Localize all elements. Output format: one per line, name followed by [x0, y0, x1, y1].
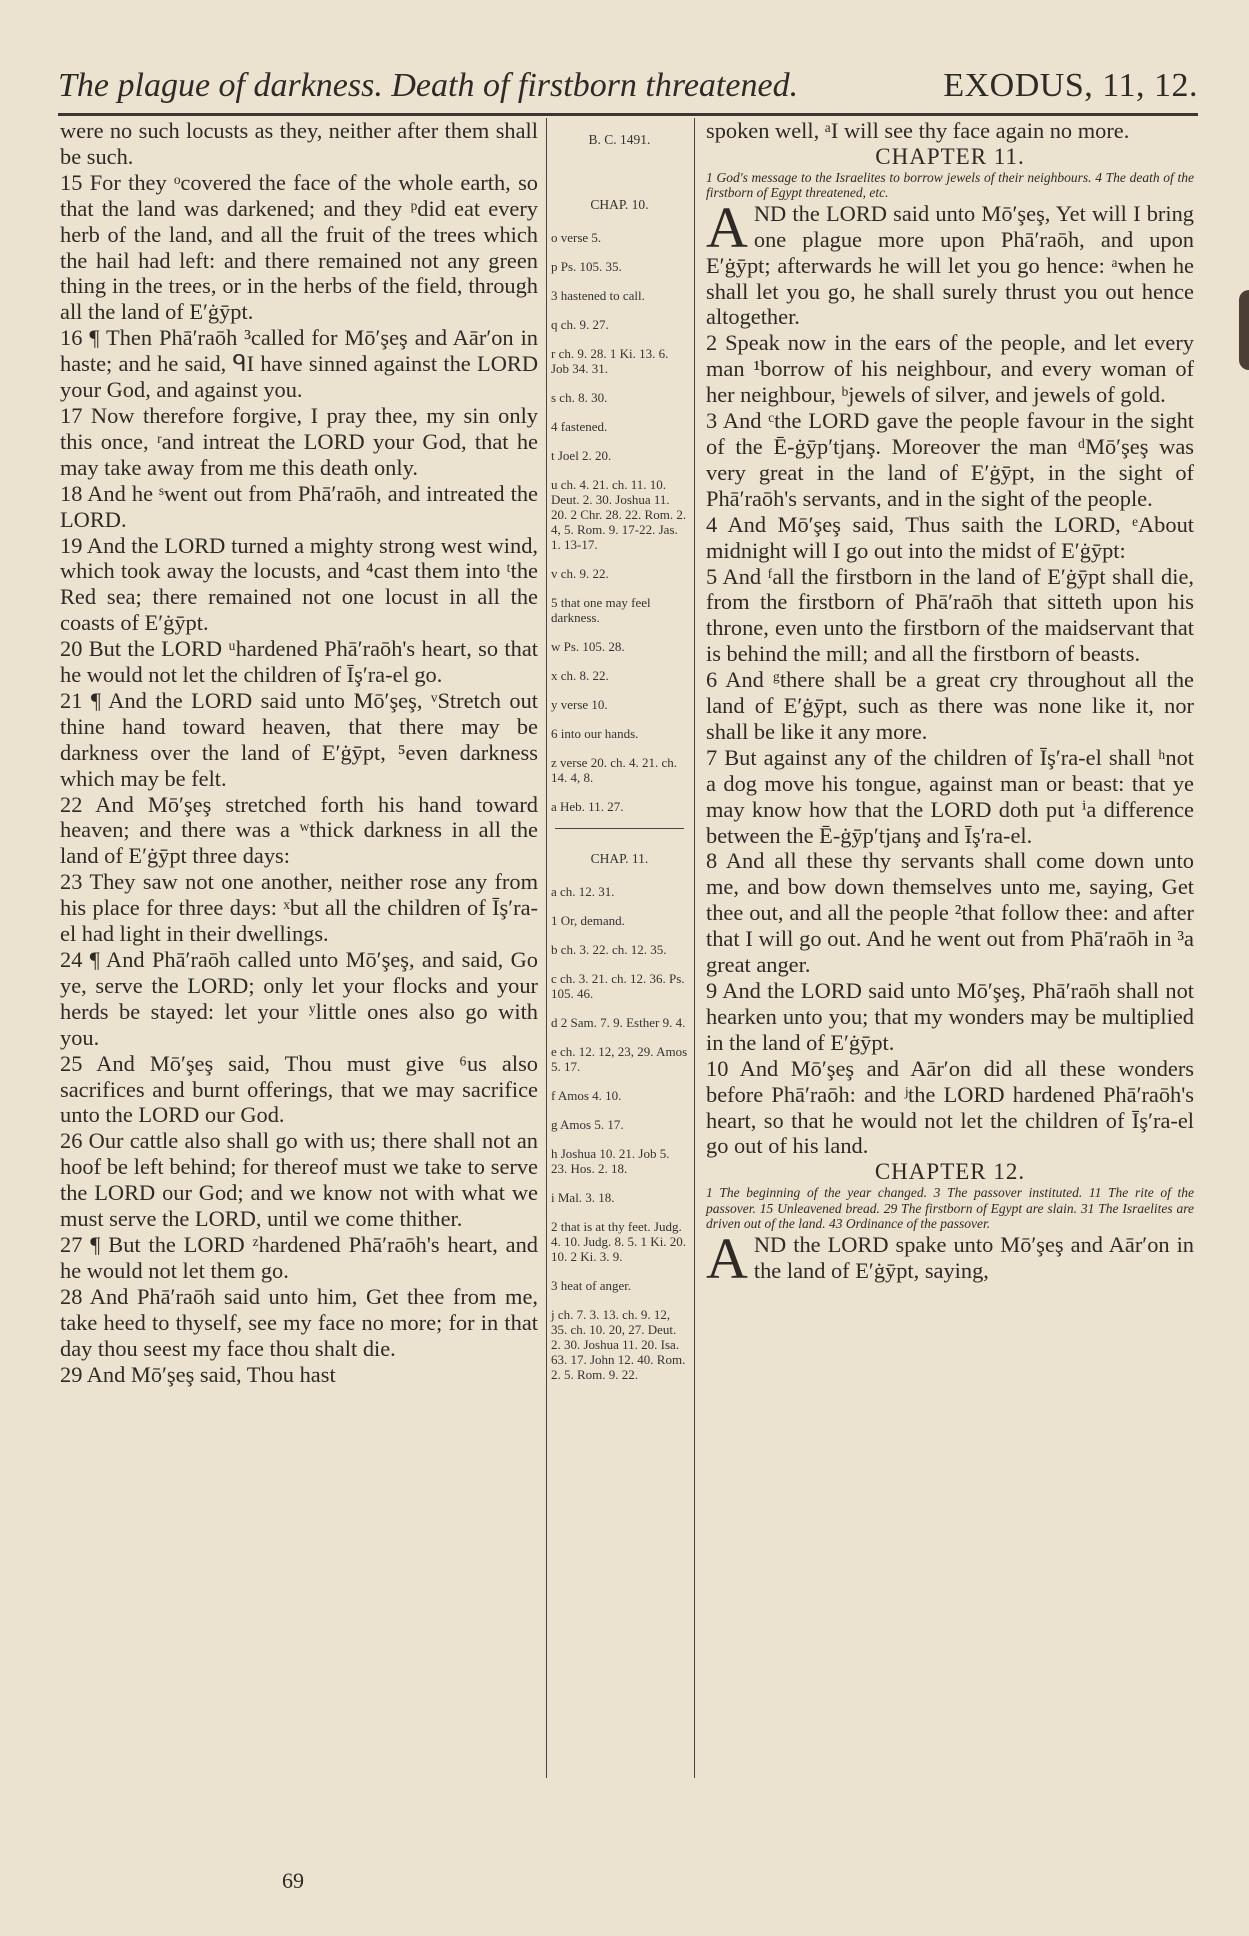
margin-note: t Joel 2. 20.: [551, 448, 612, 463]
first-verse-text: ND the LORD spake unto Mō′şeş and Aār′on in the land of E′ġȳpt, saying,: [753, 1231, 1194, 1283]
margin-note: i Mal. 3. 18.: [551, 1190, 615, 1205]
verse-paragraph: 24 ¶ And Phā′raōh called unto Mō′şeş, and said, Go ye, serve the LORD; only let your flocks and your herds be stayed: let your ʸlittle ones also go with you.: [60, 947, 538, 1050]
verse-paragraph: 22 And Mō′şeş stretched forth his hand toward heaven; and there was a ʷthick darkness in all the land of E′ġȳpt three days:: [60, 791, 538, 869]
margin-note: u ch. 4. 21. ch. 11. 10. Deut. 2. 30. Joshua 11. 20. 2 Chr. 28. 22. Rom. 2. 4, 5. Rom. 9. 17-22. Jas. 1. 13-17.: [551, 477, 687, 552]
verse-paragraph: 2 Speak now in the ears of the people, and let every man ¹borrow of his neighbour, and every woman of her neighbour, ᵇjewels of silver, and jewels of gold.: [706, 330, 1194, 408]
margin-note: j ch. 7. 3. 13. ch. 9. 12, 35. ch. 10. 20, 27. Deut. 2. 30. Joshua 11. 20. Isa. 63. 17. John 12. 40. Rom. 2. 5. Rom. 9. 22.: [551, 1307, 686, 1382]
verse-paragraph: 4 And Mō′şeş said, Thus saith the LORD, ᵉAbout midnight will I go out into the midst of E′ġȳpt:: [706, 511, 1194, 563]
margin-note: 2 that is at thy feet. Judg. 4. 10. Judg. 8. 5. 1 Ki. 20. 10. 2 Ki. 3. 9.: [551, 1219, 687, 1264]
header-title: The plague of darkness. Death of firstborn threatened.: [58, 67, 799, 104]
verse-paragraph: 28 And Phā′raōh said unto him, Get thee from me, take heed to thyself, see my face no more; for in that day thou seest my face thou shalt die.: [60, 1283, 538, 1361]
margin-note: a Heb. 11. 27.: [551, 799, 624, 814]
margin-divider: [555, 828, 684, 829]
margin-note: d 2 Sam. 7. 9. Esther 9. 4.: [551, 1015, 686, 1030]
verse-paragraph: 15 For they ᵒcovered the face of the whole earth, so that the land was darkened; and they ᵖdid eat every herb of the land, and all the fruit of the trees which the hail had left: and there remained not any green thing in the trees, or in the herbs of the field, through all the land of E′ġȳpt.: [60, 169, 538, 325]
center-reference-column: [551, 118, 688, 1798]
column-divider-right: [694, 118, 695, 1778]
margin-note: 4 fastened.: [551, 419, 608, 434]
margin-note: 3 heat of anger.: [551, 1278, 632, 1293]
left-text-column: [60, 118, 538, 1798]
column-divider-left: [546, 118, 547, 1778]
margin-note: c ch. 3. 21. ch. 12. 36. Ps. 105. 46.: [551, 971, 685, 1001]
verse-paragraph: 29 And Mō′şeş said, Thou hast: [60, 1361, 336, 1387]
header-book-reference: EXODUS, 11, 12.: [943, 67, 1198, 104]
chapter-reference-label: CHAP. 10.: [590, 197, 649, 212]
page-number: 69: [282, 1868, 304, 1893]
verse-paragraph: 5 And ᶠall the firstborn in the land of E′ġȳpt shall die, from the firstborn of Phā′raōh that sitteth upon his throne, even unto the firstborn of the maidservant that is behind the mill; and all the firstborn of beasts.: [706, 563, 1194, 667]
margin-note: h Joshua 10. 21. Job 5. 23. Hos. 2. 18.: [551, 1146, 670, 1176]
margin-note: o verse 5.: [551, 230, 602, 245]
verse-paragraph: 6 And ᵍthere shall be a great cry throughout all the land of E′ġȳpt, such as there was none like it, nor shall be like it any more.: [706, 667, 1194, 744]
margin-note: p Ps. 105. 35.: [551, 259, 622, 274]
margin-note: b ch. 3. 22. ch. 12. 35.: [551, 942, 667, 957]
binding-edge: [1239, 290, 1249, 370]
verse-paragraph: 27 ¶ But the LORD ᶻhardened Phā′raōh's heart, and he would not let them go.: [60, 1231, 538, 1283]
chapter-heading: CHAPTER 12.: [874, 1159, 1026, 1185]
margin-note: r ch. 9. 28. 1 Ki. 13. 6. Job 34. 31.: [551, 346, 669, 376]
margin-note: 5 that one may feel darkness.: [551, 595, 651, 625]
margin-note: z verse 20. ch. 4. 21. ch. 14. 4, 8.: [551, 755, 677, 785]
verse-paragraph: 26 Our cattle also shall go with us; there shall not an hoof be left behind; for thereof must we take to serve the LORD our God; and we know not with what we must serve the LORD, until we come thither.: [60, 1128, 538, 1232]
verse-paragraph: 19 And the LORD turned a mighty strong west wind, which took away the locusts, and ⁴cast them into ᵗthe Red sea; there remained not one locust in all the coasts of E′ġȳpt.: [60, 532, 538, 636]
margin-note: a ch. 12. 31.: [551, 884, 615, 899]
chapter-summary: 1 The beginning of the year changed. 3 The passover instituted. 11 The rite of the passover. 15 Unleavened bread. 29 The firstborn of Egypt are slain. 31 The Israelites are driven out of the land. 43 Ordinance of the passover.: [706, 1185, 1194, 1232]
verse-paragraph: 9 And the LORD said unto Mō′şeş, Phā′raōh shall not hearken unto you; that my wonders may be multiplied in the land of E′ġȳpt.: [706, 978, 1194, 1055]
verse-paragraph: 20 But the LORD ᵘhardened Phā′raōh's heart, so that he would not let the children of Īş′ra-el go.: [60, 636, 538, 688]
chapter-summary: 1 God's message to the Israelites to borrow jewels of their neighbours. 4 The death of the firstborn of Egypt threatened, etc.: [706, 169, 1194, 201]
margin-note: 1 Or, demand.: [551, 913, 625, 928]
chapter-first-verse: [706, 194, 1194, 331]
margin-note: q ch. 9. 27.: [551, 317, 609, 332]
margin-note: 6 into our hands.: [551, 726, 639, 741]
verse-paragraph: 7 But against any of the children of Īş′ra-el shall ʰnot a dog move his tongue, against man or beast: that ye may know how that the LORD doth put ⁱa difference between the Ē-ġȳp′tjanş and Īş′ra-el.: [706, 744, 1194, 848]
verse-paragraph: were no such locusts as they, neither after them shall be such.: [60, 118, 538, 169]
margin-note: f Amos 4. 10.: [551, 1088, 622, 1103]
verse-paragraph: 16 ¶ Then Phā′raōh ³called for Mō′şeş and Aār′on in haste; and he said, ᑫI have sinned against the LORD your God, and against you.: [60, 325, 538, 403]
verse-paragraph: 18 And he ˢwent out from Phā′raōh, and intreated the LORD.: [60, 480, 538, 532]
margin-note: s ch. 8. 30.: [551, 390, 608, 405]
verse-paragraph: 10 And Mō′şeş and Aār′on did all these wonders before Phā′raōh: and ʲthe LORD hardened Phā′raōh's heart, so that he would not let the children of Īş′ra-el go out of his land.: [706, 1055, 1194, 1159]
margin-note: x ch. 8. 22.: [551, 668, 609, 683]
verse-paragraph: 3 And ᶜthe LORD gave the people favour in the sight of the Ē-ġȳp′tjanş. Moreover the man ᵈMō′şeş was very great in the land of E′ġȳpt, in the sight of Phā′raōh's servants, and in the sight of the people.: [706, 408, 1194, 511]
verse-paragraph: 25 And Mō′şeş said, Thou must give ⁶us also sacrifices and burnt offerings, that we may sacrifice unto the LORD our God.: [60, 1050, 538, 1128]
chapter-heading: CHAPTER 11.: [875, 143, 1025, 169]
drop-cap: A: [706, 1225, 748, 1291]
verse-paragraph: 17 Now therefore forgive, I pray thee, my sin only this once, ʳand intreat the LORD your God, that he may take away from me this death only.: [60, 402, 538, 480]
first-verse-text: ND the LORD said unto Mō′şeş, Yet will I bring one plague more upon Phā′raōh, and upon E′ġȳpt; afterwards he will let you go hence: ᵃwhen he shall let you go, he shall surely thrust you out hence altogether.: [706, 200, 1194, 330]
verse-paragraph: 8 And all these thy servants shall come down unto me, and bow down themselves unto me, saying, Get thee out, and all the people ²that follow thee: and after that I will go out. And he went out from Phā′raōh in ³a great anger.: [706, 848, 1194, 978]
date-reference: B. C. 1491.: [588, 132, 651, 147]
margin-note: e ch. 12. 12, 23, 29. Amos 5. 17.: [551, 1044, 688, 1074]
right-text-column: [706, 118, 1194, 1798]
verse-paragraph: spoken well, ᵃI will see thy face again no more.: [706, 118, 1130, 143]
running-header: [58, 62, 1198, 110]
margin-note: 3 hastened to call.: [551, 288, 645, 303]
verse-paragraph: 21 ¶ And the LORD said unto Mō′şeş, ᵛStretch out thine hand toward heaven, that there may be darkness over the land of E′ġȳpt, ⁵even darkness which may be felt.: [60, 687, 538, 791]
chapter-reference-label: CHAP. 11.: [590, 851, 649, 866]
margin-note: g Amos 5. 17.: [551, 1117, 624, 1132]
header-rule: [58, 113, 1198, 116]
verse-paragraph: 23 They saw not one another, neither rose any from his place for three days: ˣbut all the children of Īş′ra-el had light in their dwellings.: [60, 869, 538, 947]
margin-note: w Ps. 105. 28.: [551, 639, 625, 654]
drop-cap: A: [706, 194, 748, 260]
margin-note: y verse 10.: [551, 697, 608, 712]
margin-note: v ch. 9. 22.: [551, 566, 609, 581]
chapter-first-verse: [706, 1225, 1194, 1291]
